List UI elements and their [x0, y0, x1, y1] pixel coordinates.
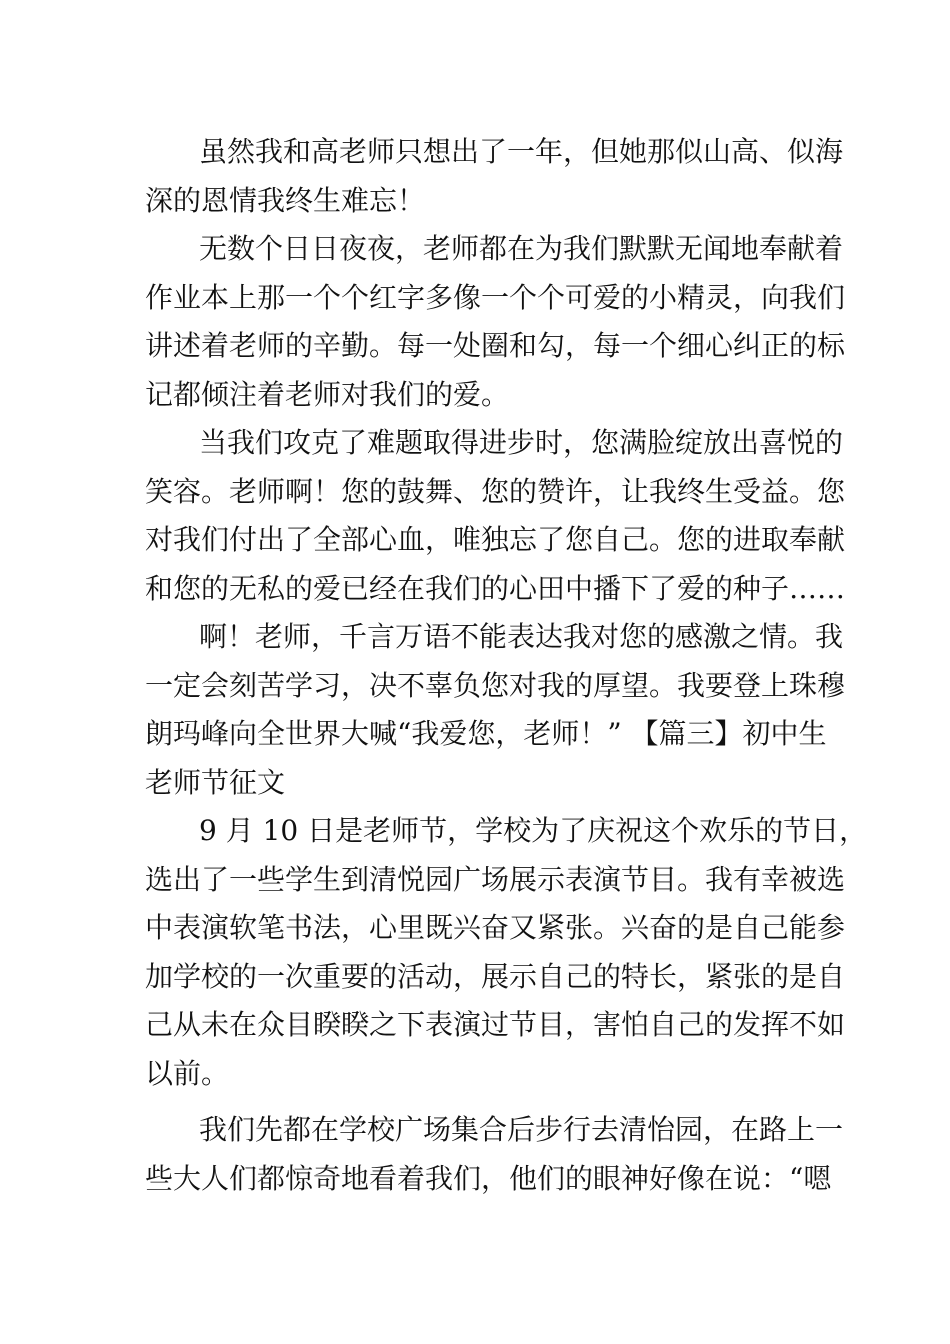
text-line: 己从未在众目睽睽之下表演过节目，害怕自己的发挥不如: [145, 1008, 846, 1041]
text-line: 深的恩情我终生难忘！: [145, 183, 426, 217]
text-line: 朗玛峰向全世界大喊“我爱您，老师！” 【篇三】初中生: [145, 717, 827, 750]
text-line: 虽然我和高老师只想出了一年，但她那似山高、似海: [199, 135, 844, 168]
text-line: 选出了一些学生到清悦园广场展示表演节目。我有幸被选: [145, 862, 846, 896]
text-line: 作业本上那一个个红字多像一个个可爱的小精灵，向我们: [145, 280, 846, 314]
text-line: 和您的无私的爱已经在我们的心田中播下了爱的种子……: [145, 571, 846, 605]
text-line: 我们先都在学校广场集合后步行去清怡园，在路上一: [199, 1113, 844, 1146]
text-line: 加学校的一次重要的活动，展示自己的特长，紧张的是自: [145, 959, 846, 993]
text-line: 老师节征文: [145, 765, 286, 799]
text-line: 些大人们都惊奇地看着我们，他们的眼神好像在说：“嗯: [145, 1161, 832, 1195]
text-line: 无数个日日夜夜，老师都在为我们默默无闻地奉献着: [199, 232, 844, 265]
text-line: 对我们付出了全部心血，唯独忘了您自己。您的进取奉献: [145, 523, 846, 556]
text-line: 9 月 10 日是老师节，学校为了庆祝这个欢乐的节日，: [199, 814, 868, 847]
text-line: 啊！老师，千言万语不能表达我对您的感激之情。我: [199, 620, 844, 653]
text-line: 当我们攻克了难题取得进步时，您满脸绽放出喜悦的: [199, 426, 844, 459]
text-line: 讲述着老师的辛勤。每一处圈和勾，每一个细心纠正的标: [145, 329, 846, 362]
text-line: 以前。: [145, 1056, 230, 1090]
text-line: 中表演软笔书法，心里既兴奋又紧张。兴奋的是自己能参: [145, 911, 846, 944]
text-line: 笑容。老师啊！您的鼓舞、您的赞许，让我终生受益。您: [145, 474, 846, 508]
essay-text: [145, 128, 868, 1203]
text-line: 记都倾注着老师对我们的爱。: [145, 377, 510, 411]
text-line: 一定会刻苦学习，决不辜负您对我的厚望。我要登上珠穆: [145, 668, 846, 702]
